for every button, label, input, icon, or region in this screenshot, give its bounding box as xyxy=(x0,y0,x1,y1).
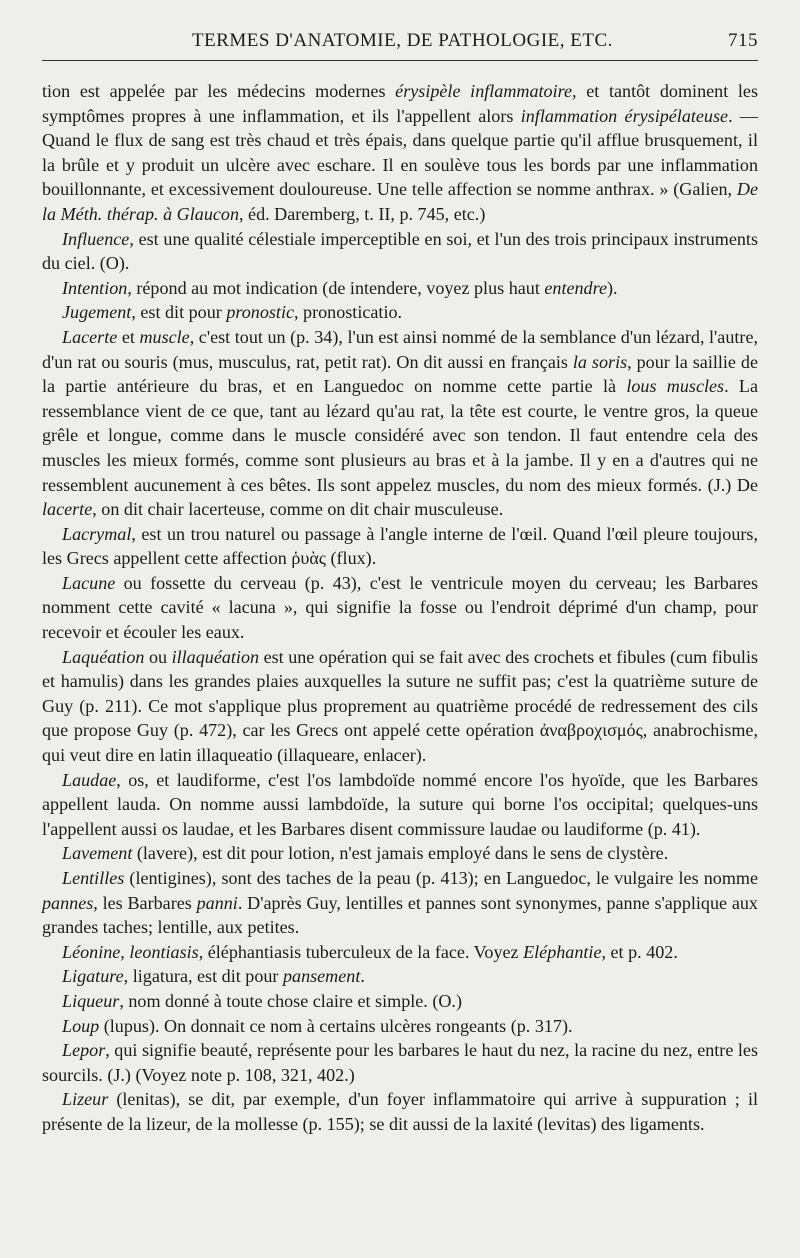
text-run: , est dit pour xyxy=(131,302,227,323)
italic-text: entendre xyxy=(544,277,608,298)
italic-text: Lizeur xyxy=(62,1089,109,1110)
text-run: . xyxy=(360,966,365,987)
italic-text: Lavement xyxy=(62,843,133,864)
italic-text: Lepor xyxy=(62,1040,106,1061)
text-run: , on dit chair lacerteuse, comme on dit chair musculeuse. xyxy=(92,499,504,520)
running-title: TERMES D'ANATOMIE, DE PATHOLOGIE, ETC. xyxy=(192,30,613,51)
italic-text: lous muscles xyxy=(626,376,725,397)
glossary-entry xyxy=(42,841,758,866)
glossary-entry xyxy=(42,522,758,571)
text-run: . La ressemblance vient de ce que, tant au lézard qu'au rat, la tête est courte, le ventre gros, la queue grêle et longue, comme dans le muscle considéré avec son tendon. Il faut entendre cela des muscles les mieux formés, comme sont plusieurs au bras et à la jambe. Il y en a d'autres qui ne ressemblent aucunement à ces bêtes. Ils sont appelez muscles, du nom des mieux formés. (J.) De xyxy=(42,376,758,495)
italic-text: pansement xyxy=(282,966,361,987)
glossary-entry xyxy=(42,989,758,1014)
text-run: , pour la saillie de la partie antérieure du bras, et en Languedoc on nomme cette partie là xyxy=(42,351,758,397)
text-run: , os, et laudiforme, c'est l'os lambdoïde nommé encore l'os hyoïde, que les Barbares appellent lauda. On nomme aussi lambdoïde, la suture qui borne l'os occipital; quelques-uns l'appellent aussi os laudae, et les Barbares disent commissure laudae ou laudiforme (p. 41). xyxy=(42,769,758,839)
italic-text: pannes xyxy=(42,892,94,913)
italic-text: érysipèle inflammatoire xyxy=(395,81,573,101)
italic-text: Intention xyxy=(62,277,128,298)
text-run: (lentigines), sont des taches de la peau (p. 413); en Languedoc, le vulgaire les nomme xyxy=(124,868,758,888)
glossary-entry xyxy=(42,571,758,645)
text-run: , ligatura, est dit pour xyxy=(123,966,283,987)
glossary-entry xyxy=(42,866,758,940)
italic-text: lacerte xyxy=(42,499,93,520)
italic-text: pronostic xyxy=(226,302,294,323)
italic-text: muscle xyxy=(139,326,190,347)
italic-text: Ligature xyxy=(62,966,124,987)
text-run: , qui signifie beauté, représente pour les barbares le haut du nez, la racine du nez, entre les sourcils. (J.) (Voyez note p. 108, 321, 402.) xyxy=(42,1040,758,1085)
italic-text: Jugement xyxy=(62,302,132,323)
running-header xyxy=(42,22,758,61)
text-run: , éléphantiasis tuberculeux de la face. Voyez xyxy=(198,941,524,962)
text-run: (lupus). On donnait ce nom à certains ulcères rongeants (p. 317). xyxy=(99,1015,573,1036)
italic-text: Laquéation xyxy=(62,646,145,667)
text-run: et xyxy=(117,326,140,347)
glossary-entry xyxy=(42,1014,758,1039)
text-run: , est un trou naturel ou passage à l'angle interne de l'œil. Quand l'œil pleure toujours, les Grecs appellent cette affection ῥυὰς (flux). xyxy=(42,523,758,569)
glossary-entry xyxy=(42,325,758,522)
italic-text: panni xyxy=(196,892,238,913)
text-run: est une opération qui se fait avec des crochets et fibules (cum fibulis et hamulis) dans les grandes plaies auxquelles la suture ne suffit pas; c'est la quatrième suture de Guy (p. 211). Ce mot s'applique plus proprement au quatrième procédé de redressement des cils que propose Guy (p. 472), car les Grecs ont appelé cette opération ἀναβροχισμός, anabrochisme, qui veut dire en latin illaqueatio (illaqueare, enlacer). xyxy=(42,646,759,766)
text-run: , pronosticatio. xyxy=(294,302,403,323)
italic-text: Liqueur xyxy=(62,990,120,1011)
italic-text: inflammation érysipélateuse xyxy=(520,105,729,126)
continued-paragraph xyxy=(42,79,758,227)
text-run: tion est appelée par les médecins modernes xyxy=(42,81,396,101)
italic-text: Laudae xyxy=(62,769,117,790)
italic-text: Léonine, leontiasis xyxy=(62,941,199,962)
glossary-entry xyxy=(42,768,758,842)
italic-text: Lacrymal xyxy=(62,523,132,544)
glossary-entry xyxy=(42,1038,758,1087)
glossary-entry xyxy=(42,276,758,301)
text-run: (lavere), est dit pour lotion, n'est jamais employé dans le sens de clystère. xyxy=(132,843,669,864)
text-run: , éd. Daremberg, t. II, p. 745, etc.) xyxy=(239,203,486,224)
text-run: (lenitas), se dit, par exemple, d'un foyer inflammatoire qui arrive à suppuration ; il présente de la lizeur, de la mollesse (p. 155); se dit aussi de la laxité (levitas) des ligaments. xyxy=(42,1089,758,1134)
glossary-entry xyxy=(42,227,758,276)
text-run: , et tantôt dominent les symptômes propres à une inflammation, et ils l'appellent alors xyxy=(42,81,759,126)
text-run: ou fossette du cerveau (p. 43), c'est le ventricule moyen du cerveau; les Barbares nomment cette cavité « lacuna », qui signifie la fosse ou l'endroit déprimé d'un champ, pour recevoir et écouler les eaux. xyxy=(42,572,758,643)
text-run: , et p. 402. xyxy=(601,941,678,962)
text-run: . D'après Guy, lentilles et pannes sont synonymes, panne s'applique aux grandes taches; lentille, aux petites. xyxy=(42,892,758,938)
glossary-entry xyxy=(42,300,758,325)
italic-text: Lacerte xyxy=(62,326,118,347)
page-number: 715 xyxy=(728,30,758,51)
glossary-entry xyxy=(42,1087,758,1136)
glossary-entry xyxy=(42,964,758,989)
glossary-entry xyxy=(42,645,758,768)
text-run: ou xyxy=(144,646,172,667)
italic-text: Lentilles xyxy=(62,868,125,888)
italic-text: Eléphantie xyxy=(523,941,602,962)
text-run: , est une qualité célestiale imperceptible en soi, et l'un des trois principaux instruments du ciel. (O). xyxy=(42,228,758,274)
text-run: , les Barbares xyxy=(93,892,197,913)
italic-text: De la Méth. thérap. à Glaucon xyxy=(42,179,758,224)
italic-text: illaquéation xyxy=(171,646,260,667)
text-run: , répond au mot indication (de intendere, voyez plus haut xyxy=(127,277,545,298)
italic-text: Lacune xyxy=(62,572,116,593)
italic-text: Loup xyxy=(62,1015,100,1036)
text-run: , nom donné à toute chose claire et simple. (O.) xyxy=(119,990,462,1011)
page-body xyxy=(42,79,758,1137)
italic-text: Influence xyxy=(62,228,130,249)
text-run: , c'est tout un (p. 34), l'un est ainsi nommé de la semblance d'un lézard, l'autre, d'un rat ou souris (mus, musculus, rat, petit rat). On dit aussi en français xyxy=(42,326,758,372)
italic-text: la soris xyxy=(572,351,628,372)
text-run: . — Quand le flux de sang est très chaud et très épais, dans quelque partie qu'il afflue brusquement, il la brûle et y produit un ulcère avec eschare. Il en soulève tous les bords par une inflammation bouillonnante, et excessivement douloureuse. Une telle affection se nomme anthrax. » (Galien, xyxy=(42,105,759,200)
glossary-entry xyxy=(42,940,758,965)
text-run: ). xyxy=(607,277,618,298)
